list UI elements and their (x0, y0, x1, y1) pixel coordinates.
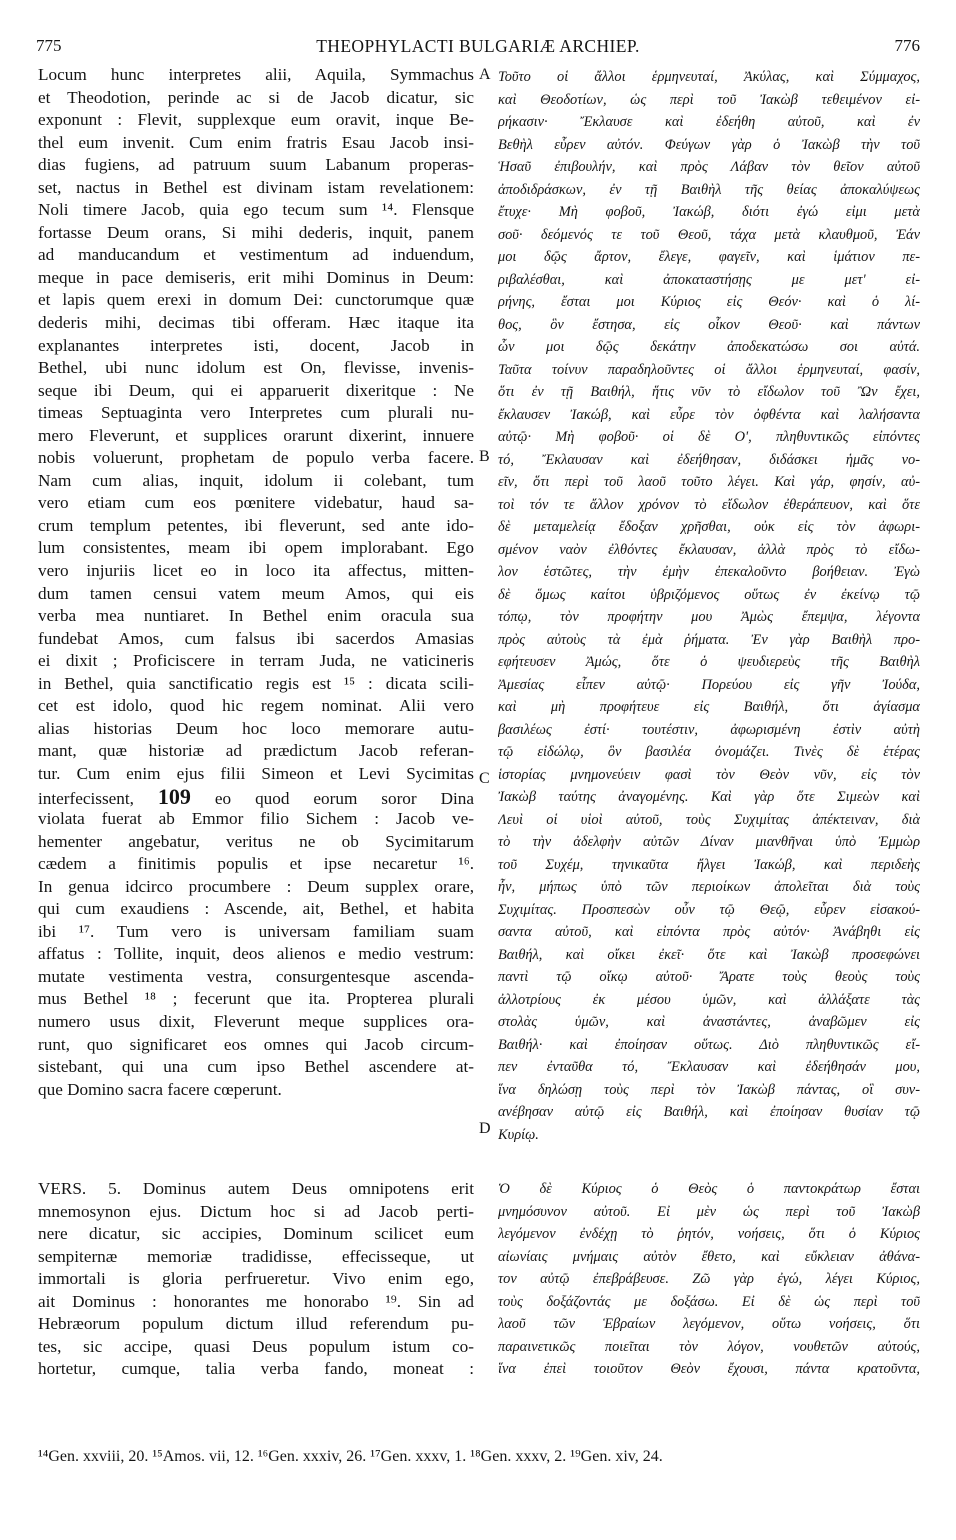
text-line: ἔτυχε· Μὴ φοβοῦ, Ἰακώβ, διότι ἐγώ εἰμι μετὰ (498, 204, 920, 220)
text-line: Ἡσαῦ ἐπιβουλήν, καὶ πρὸς Λάβαν τὸν θεῖον αὐτοῦ (498, 159, 920, 175)
text-line: εφήτευσεν Ἀμώς, ὅτε ὁ ψευδιερεὺς τῆς Βαιθὴλ (498, 654, 920, 670)
text-line: πρὸς αὐτοὺς τὰ ἐμὰ ῥήματα. Ἐν γὰρ Βαιθὴλ προ- (498, 631, 920, 648)
text-line: Ἰακὼβ ταύτης ἀναγομένης. Καὶ γὰρ ὅτε Σιμεὼν καὶ (498, 789, 920, 805)
text-line: Bethel, ubi nunc idolum est On, flevisse, invenis- (38, 358, 474, 378)
text-line: ibi ¹⁷. Tum vero is universam familiam suam (38, 921, 474, 941)
text-line: λαοῦ τῶν Ἑβραίων λεγόμενον, οὕτω νοήσεις, ὅτι (498, 1316, 920, 1332)
text-line: mutate vestimenta vestra, consurgentesque ascenda- (38, 966, 474, 986)
text-line: θος, ὃν ἔστησα, εἰς οἶκον Θεοῦ· καὶ πάντων (498, 316, 920, 333)
text-line: Βεθὴλ εὗρεν αὐτόν. Φεύγων γὰρ ὁ Ἰακὼβ τὴν τοῦ (498, 136, 920, 153)
column-number: 109 (157, 783, 191, 809)
text-line: seque ibi Deum, qui ei apparuerit dixeritque : Ne (38, 380, 474, 400)
text-line: verba mea nuntiaret. In Bethel enim oracula sua (38, 606, 474, 626)
text-line: τῷ εἰδώλῳ, ὃν βασιλέα ὀνομάζει. Τινὲς δὲ ἑτέρας (498, 744, 920, 760)
text-line: mant, quæ historiæ ad prædictum Jacob referan- (38, 741, 474, 761)
text-line: τόπῳ, τὸν προφήτην μου Ἀμὼς ἔπεμψα, λέγοντα (498, 609, 920, 625)
text-line: σοῦ· δεόμενός τε τοῦ Θεοῦ, τάχα μετὰ κλαυθμοῦ, Ἐάν (498, 226, 920, 243)
latin-column-part2 (38, 1178, 474, 1381)
text-line: runt, quo significaret eos omnes qui Jacob circum- (38, 1034, 474, 1054)
text-line: Ὁ δὲ Κύριος ὁ Θεὸς ὁ παντοκράτωρ ἔσται (498, 1181, 920, 1197)
text-line: ἦν, μήπως ὑπὸ τῶν περιοίκων ἀπολεῖται διὰ τοὺς (498, 879, 920, 895)
text-line: dum tamen censui vatem meum Amos, qui eis (38, 583, 474, 603)
text-line: σμένον ναὸν ἐλθόντες ἔκλαυσαν, ἀλλὰ πρὸς τὸ εἴδω- (498, 541, 920, 558)
text-line: dias fugiens, ad patruum suum Labanum properas- (38, 155, 474, 175)
text-line: ἵνα δηλώσῃ τοὺς περὶ τὸν Ἰακὼβ πάντας, οἳ συν- (498, 1081, 920, 1098)
text-line: qui cum exaudiens : Ascende, ait, Bethel, et habita (38, 899, 474, 919)
text-line: sempiternæ memoriæ tradidisse, effecisseque, ut (38, 1246, 474, 1266)
text-line: ad manducandum et vestimentum ad induendum, (38, 245, 474, 265)
margin-letter-b: B (479, 448, 490, 465)
text-line: βασιλέως ἐστί· τουτέστιν, ἀφωρισμένη ἐστὶν αὐτὴ (498, 721, 920, 738)
right-page-number: 776 (894, 36, 920, 55)
text-line: Συχιμίτας. Προσπεσὼν οὖν τῷ Θεῷ, εὗρεν εἰσακού- (498, 901, 920, 918)
text-line: στολὰς ὑμῶν, καὶ ἀναστάντες, ἀναβῶμεν εἰς (498, 1014, 920, 1030)
latin-line-with-column-number: interfecissent, 109 eo quod eorum soror Dina (38, 783, 474, 809)
text-line: ρήνης, ἔσται μοι Κύριος εἰς Θεόν· καὶ ὁ λί- (498, 294, 920, 310)
text-line: alias historias Deum hoc loco memorare autu- (38, 718, 474, 738)
text-line: Βαιθήλ· καὶ ἐποίησαν οὕτως. Διὸ πληθυντικῶς εἴ- (498, 1036, 920, 1053)
text-line: ait Dominus : honorantes me honorabo ¹⁹. Sin ad (38, 1291, 474, 1311)
text-line: ἱστορίας μνημονεύειν φασὶ τὸν Θεὸν νῦν, εἰς τὸν (498, 766, 920, 783)
text-line: καὶ Θεοδοτίων, ὡς περὶ τοῦ Ἰακὼβ τεθειμένον εἰ- (498, 91, 920, 108)
margin-letter-d: D (479, 1120, 491, 1137)
footnotes: ¹⁴Gen. xxviii, 20. ¹⁵Amos. vii, 12. ¹⁶Gen. xxxiv, 26. ¹⁷Gen. xxxv, 1. ¹⁸Gen. xxxv, 2. ¹⁹Gen. xiv, 24. (38, 1448, 663, 1465)
text-line: ei dixit ; Proficiscere in terram Juda, ne vaticineris (38, 651, 474, 671)
text-line: εῖν, ὅτι περὶ τοῦ λαοῦ τοῦτο λέγει. Καὶ γάρ, φησίν, αὐ- (498, 474, 920, 490)
text-line: παντὶ τῷ οἴκῳ αὐτοῦ· Ἄρατε τοὺς θεοὺς τοὺς (498, 969, 920, 985)
text-line: mus Bethel ¹⁸ ; fecerunt que ita. Propterea plurali (38, 989, 474, 1009)
text-line: τοὺς δοξάζοντάς με δοξάσω. Εἰ δὲ ὡς περὶ τοῦ (498, 1293, 920, 1310)
text-line: ἵνα ἐπεὶ τοιοῦτον Θεὸν ἔχουσι, πάντα κρατοῦντα, (498, 1361, 920, 1377)
text-line: αἰωνίαις μνήμαις αὐτὸν ἔθετο, καὶ εὔκλειαν ἀθάνα- (498, 1248, 920, 1265)
text-line: ἔκλαυσεν Ἰακώβ, καὶ εὗρε τὸν ὀφθέντα καὶ λαλήσαντα (498, 406, 920, 423)
text-line: Βαιθήλ, καὶ οἴκει ἐκεῖ· ὅτε καὶ Ἰακὼβ προσεφώνει (498, 946, 920, 963)
text-line: que Domino sacra facere cœperunt. (38, 1079, 282, 1099)
text-line: μοι δῷς ἄρτον, ἔλεγε, φαγεῖν, καὶ ἱμάτιον πε- (498, 249, 920, 265)
text-line: πεν ἐνταῦθα τό, Ἔκλαυσαν καὶ ἐδεήθησάν μου, (498, 1059, 920, 1075)
text-line: nobis voluerunt, prophetam de populo verba facere. (38, 448, 474, 468)
text-line: Ταῦτα τοίνυν παραδηλοῦντες οἱ ἄλλοι ἑρμηνευταί, φασίν, (498, 361, 920, 378)
left-page-number: 775 (36, 36, 62, 55)
text-line: immortali is gloria perfrueretur. Vivo enim ego, (38, 1269, 474, 1289)
text-line: explanantes interpretes isti, docent, Jacob in (38, 335, 474, 355)
text-line: hortetur, cumque, talia verba fando, moneat : (38, 1359, 474, 1379)
text-line: δὲ ὅμως καίτοι ὑβριζόμενος οὕτως ἐν ἐκείνῳ τῷ (498, 586, 920, 603)
text-line: lum consistentes, meam ibi opem implorabant. Ego (38, 538, 474, 558)
text-line: Κυρίῳ. (498, 1126, 539, 1143)
text-line: ριβαλέσθαι, καὶ ἀποκαταστήσῃς με μετ' εἰ- (498, 271, 920, 288)
text-line: τοῦ Συχέμ, τηνικαῦτα ἤλγει Ἰακώβ, καὶ περιδεὴς (498, 856, 920, 873)
text-line: set, nactus in Bethel est divinam istam revelationem: (38, 177, 474, 197)
text-line: λεγόμενον ἐνδέχῃ τὸ ῥητόν, νοήσεις, ὅτι ὁ Κύριος (498, 1226, 920, 1242)
text-line: ανέβησαν αὐτῷ εἰς Βαιθήλ, καὶ ἐποίησαν θυσίαν τῷ (498, 1104, 920, 1120)
text-line: λον ἑστῶτες, τὴν ἐμὴν ἐπεκαλοῦντο βοήθειαν. Ἐγὼ (498, 564, 920, 580)
text-line: ἀλλοτρίους ἐκ μέσου ὑμῶν, καὶ ἀλλάξατε τὰς (498, 991, 920, 1008)
text-line: crum templum petentes, ibi fleverunt, sed ante ido- (38, 515, 474, 535)
text-line: αὐτῷ· Μὴ φοβοῦ· οἱ δὲ Ο', πληθυντικῶς εἰπόντες (498, 429, 920, 445)
text-line: καὶ μὴ προφήτευε εἰς Βαιθήλ, ὅτι ἁγίασμα (498, 699, 920, 715)
text-line: ὅτι ἐν τῇ Βαιθήλ, ἥτις νῦν τὸ εἴδωλον τοῦ Ὢν ἔχει, (498, 384, 920, 400)
text-line: ὧν μοι δῷς δεκάτην ἀποδεκατώσω σοι αὐτά. (498, 339, 920, 355)
text-line: in Bethel, quia sanctificatio regis est ¹⁵ : dicata scili- (38, 673, 474, 693)
text-line: dederis mihi, decimas tibi offeram. Hæc itaque ita (38, 313, 474, 333)
text-line: Locum hunc interpretes alii, Aquila, Symmachus (38, 65, 474, 84)
margin-letter-c: C (479, 770, 490, 787)
text-line: hementer angebatur, veritus ne ob Sycimitarum (38, 831, 474, 851)
text-line: mnemosynon ejus. Dictum hoc si ad Jacob perti- (38, 1201, 474, 1221)
text-line: σαντα αὐτοῦ, καὶ εἰπόντα πρὸς αὐτόν· Ἀνάβηθι εἰς (498, 924, 920, 940)
text-line: παραινετικῶς ποιεῖται τὸν λόγον, νουθετῶν αὐτούς, (498, 1338, 920, 1355)
text-line: Λευὶ οἱ υἱοὶ αὐτοῦ, τοὺς Συχιμίτας ἀπέκτειναν, διὰ (498, 811, 920, 828)
text-line: τον αὐτῷ ἐπεβράβευσε. Ζῶ γὰρ ἐγώ, λέγει Κύριος, (498, 1271, 920, 1287)
text-line: affatus : Tollite, inquit, deos alienos e medio vestrum: (38, 944, 474, 964)
text-line: tes, sic accipe, quasi Deus populum istum co- (38, 1336, 474, 1356)
margin-letter-a: A (479, 66, 491, 83)
latin-column-part1 (38, 64, 474, 1101)
text-line: τό, Ἔκλαυσαν καὶ ἐδεήθησαν, διδάσκει ἡμᾶς νο- (498, 451, 920, 468)
text-line: vero injuriis licet eo in loco ita affectus, mitten- (38, 561, 474, 581)
text-line: ρήκασιν· Ἔκλαυσε καὶ ἐδεήθη αὐτοῦ, καὶ ἐν (498, 114, 920, 130)
text-line: ἀποδιδράσκων, ἐν τῇ Βαιθὴλ τῆς θείας ἀποκαλύψεως (498, 181, 920, 198)
text-line: tur. Cum enim ejus filii Simeon et Levi Sycimitas (38, 763, 474, 783)
text-line: exponunt : Flevit, supplexque eum oravit, inque Be- (38, 110, 474, 130)
text-line: Ἀμεσίας εἶπεν αὐτῷ· Πορεύου εἰς γῆν Ἰούδα, (498, 676, 920, 693)
text-line: numero usus dixit, Fleverunt meque supplices ora- (38, 1011, 474, 1031)
text-line: μνημόσυνον αὐτοῦ. Εἰ μὲν ὡς περὶ τοῦ Ἰακὼβ (498, 1203, 920, 1220)
text-line: thel eum invenit. Cum enim fratris Esau Jacob insi- (38, 132, 474, 152)
text-line: Τοῦτο οἱ ἄλλοι ἑρμηνευταί, Ἀκύλας, καὶ Σύμμαχος, (498, 69, 920, 85)
text-line: Hebræorum populum dictum illud referendum pu- (38, 1314, 474, 1334)
text-line: cet est idolo, quod hic regem nominat. Alii vero (38, 696, 474, 716)
greek-column-part1 (498, 66, 920, 1146)
text-line: nere dicatur, sic accipies, Dominum scilicet eum (38, 1224, 474, 1244)
text-line: Noli timere Jacob, quia ego tecum sum ¹⁴. Flensque (38, 200, 474, 220)
text-line: et Theodotion, perinde ac si de Jacob dicatur, sic (38, 87, 474, 107)
greek-column-part2 (498, 1178, 920, 1381)
running-header (36, 36, 920, 60)
text-line: cædem a finitimis populis et ipse necaretur ¹⁶. (38, 854, 474, 874)
text-line: VERS. 5. Dominus autem Deus omnipotens erit (38, 1179, 474, 1198)
text-line: violata fuerat ab Emmor filio Sichem : Jacob ve- (38, 809, 474, 829)
text-line: In genua idcirco procumbere : Deum supplex orare, (38, 876, 474, 896)
text-line: Nam cum alias, inquit, idolum ii colebant, tum (38, 470, 474, 490)
text-line: fundebat Amos, cum falsus ibi sacerdos Amasias (38, 628, 474, 648)
text-line: meque in pace demiseris, erit mihi Dominus in Deum: (38, 267, 474, 287)
text-line: fortasse Deum orans, Si mihi dederis, inquit, panem (38, 222, 474, 242)
text-line: δὲ μεταμελείᾳ ἔδοξαν χρῆσθαι, οὐκ εἰς τὸν ἀφωρι- (498, 519, 920, 535)
text-line: et lapis quem erexi in domum Dei: cunctorumque quæ (38, 290, 474, 310)
text-line: vero etiam cum eos pœnitere videbatur, haud sa- (38, 493, 474, 513)
text-line: sistebant, qui una cum ipso Bethel ascendere at- (38, 1057, 474, 1077)
text-line: τὸ τὴν ἀδελφὴν αὐτῶν Δίναν μιανθῆναι ὑπὸ Ἐμμὼρ (498, 834, 920, 850)
text-line: mero Fleverunt, et supplices orarunt dixerint, innuere (38, 425, 474, 445)
text-line: τοὶ τόν τε ἄλλον χρόνον τὸ εἴδωλον ἐθεράπευον, καὶ ὅτε (498, 496, 920, 513)
text-line: timeas Septuaginta vero Interpretes cum plurali nu- (38, 403, 474, 423)
running-title: THEOPHYLACTI BULGARIÆ ARCHIEP. (316, 36, 640, 56)
